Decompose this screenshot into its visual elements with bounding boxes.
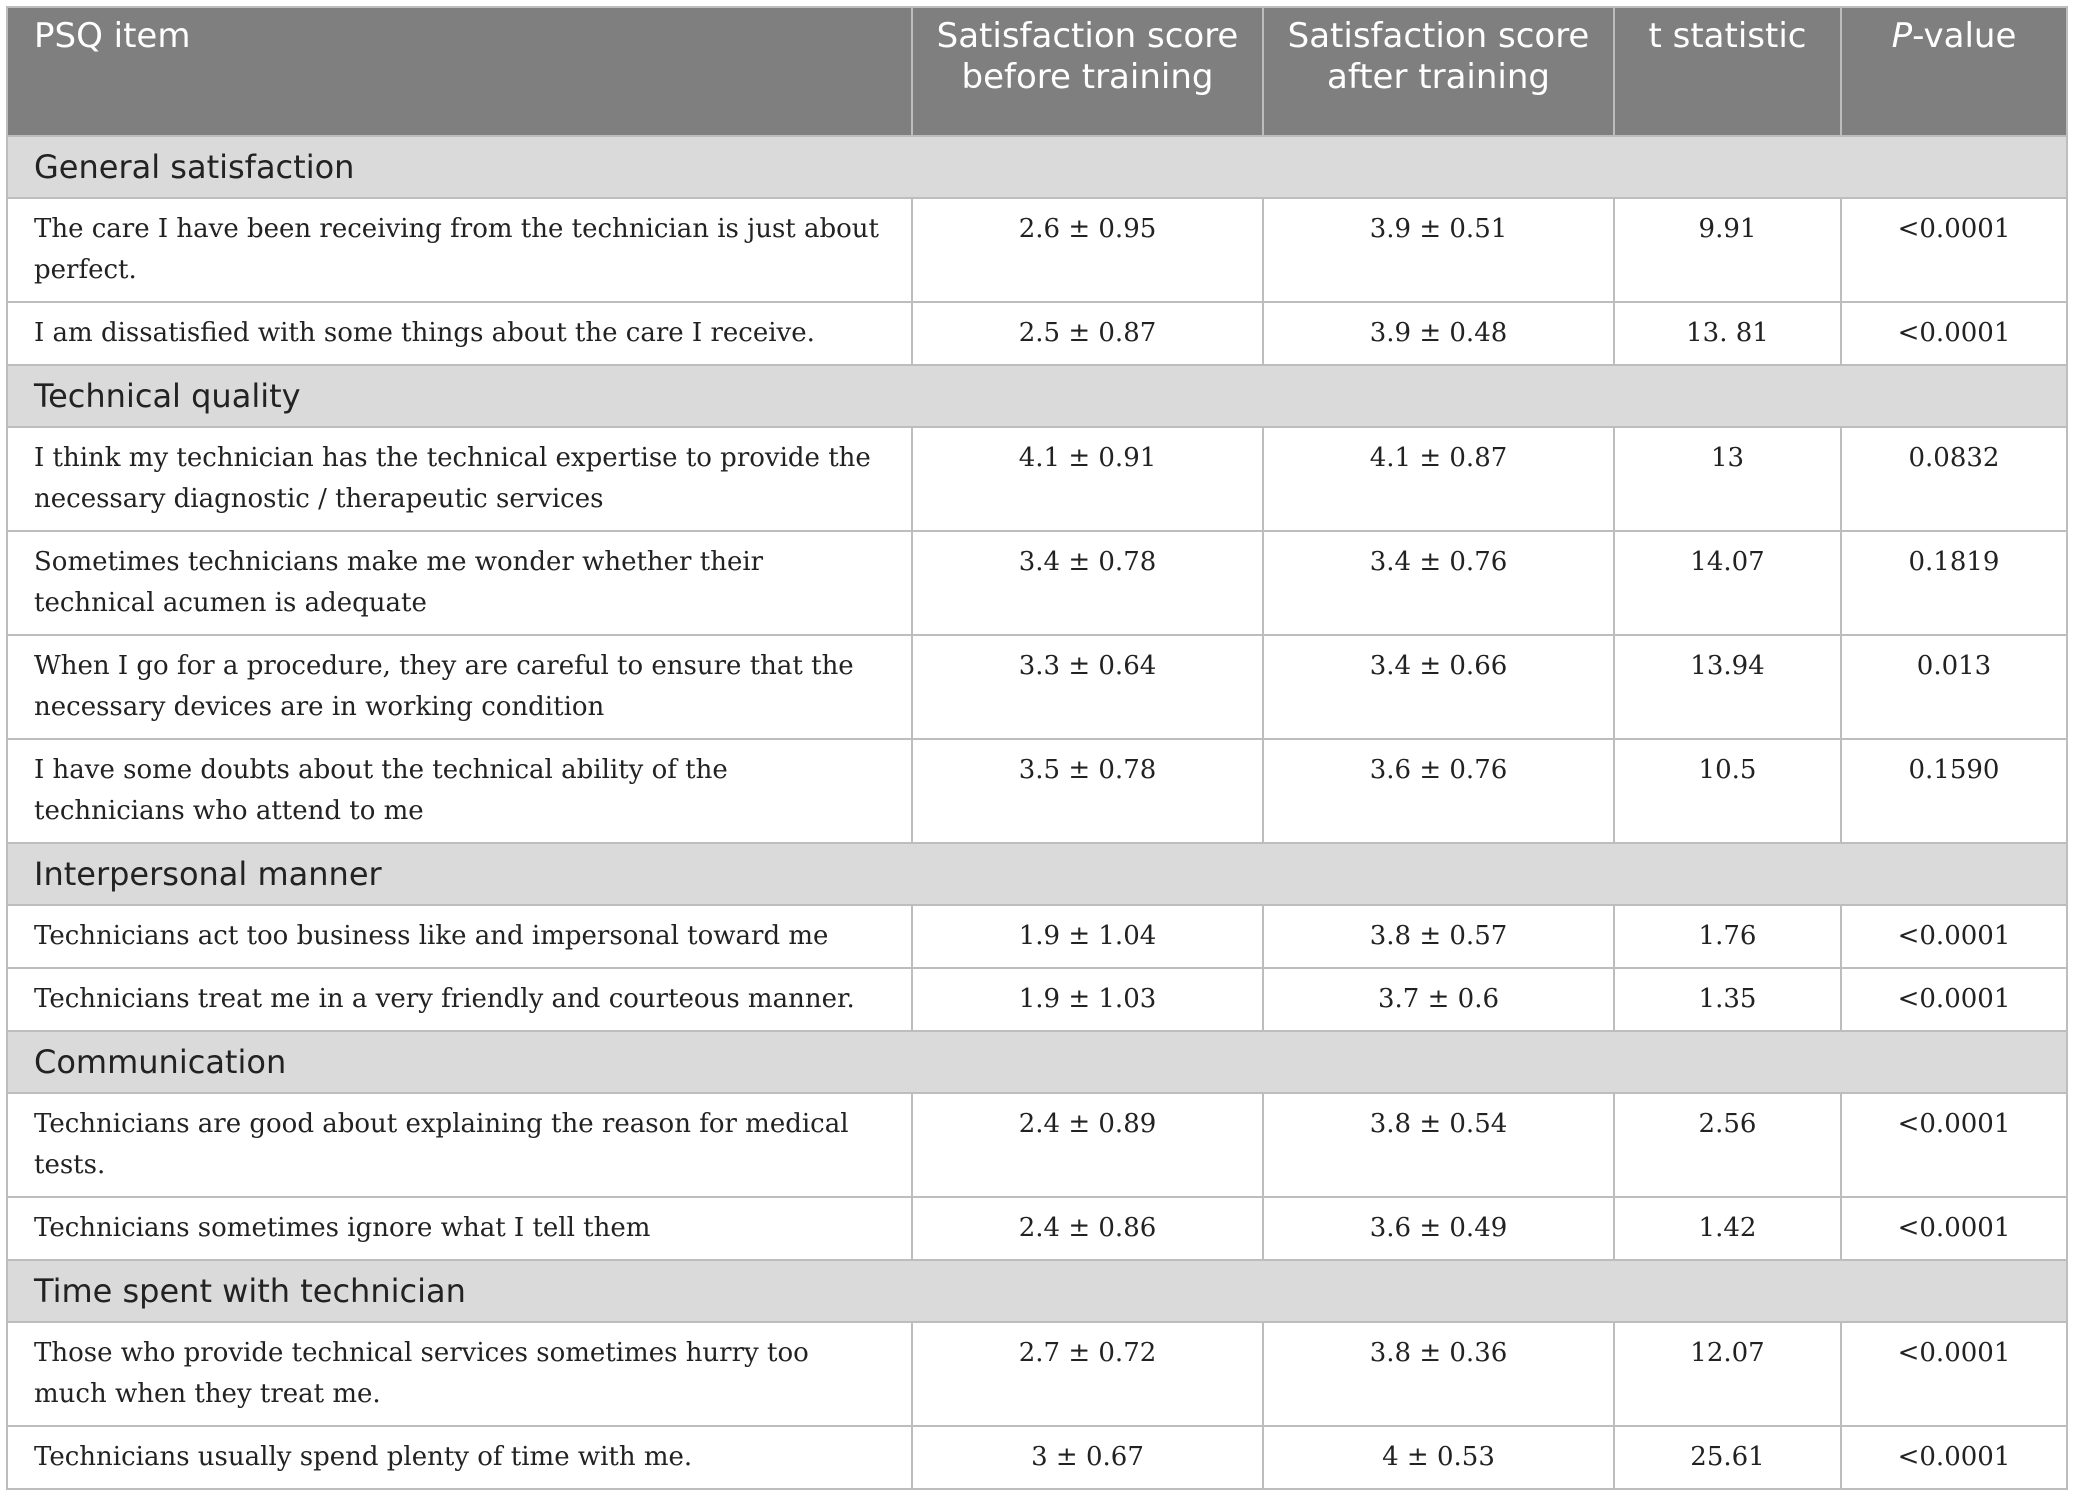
cell-after: 3.8 ± 0.36 [1263, 1322, 1614, 1426]
cell-p: 0.1819 [1841, 531, 2067, 635]
section-row-general-satisfaction [7, 136, 2067, 198]
cell-t: 14.07 [1614, 531, 1841, 635]
cell-item: When I go for a procedure, they are careful to ensure that the necessary devices are in working condition [7, 635, 912, 739]
cell-p: <0.0001 [1841, 905, 2067, 968]
table-row [7, 739, 2067, 843]
cell-before: 1.9 ± 1.03 [912, 968, 1263, 1031]
cell-after: 4 ± 0.53 [1263, 1426, 1614, 1489]
cell-item: Technicians act too business like and impersonal toward me [7, 905, 912, 968]
cell-p: <0.0001 [1841, 198, 2067, 302]
cell-after: 3.4 ± 0.76 [1263, 531, 1614, 635]
cell-p: <0.0001 [1841, 1426, 2067, 1489]
cell-t: 13 [1614, 427, 1841, 531]
cell-item: I think my technician has the technical expertise to provide the necessary diagnostic / therapeutic services [7, 427, 912, 531]
section-row-communication [7, 1031, 2067, 1093]
cell-item: Those who provide technical services sometimes hurry too much when they treat me. [7, 1322, 912, 1426]
cell-after: 3.4 ± 0.66 [1263, 635, 1614, 739]
cell-p: 0.1590 [1841, 739, 2067, 843]
cell-t: 10.5 [1614, 739, 1841, 843]
cell-t: 1.35 [1614, 968, 1841, 1031]
table-row [7, 531, 2067, 635]
cell-before: 2.5 ± 0.87 [912, 302, 1263, 365]
cell-t: 2.56 [1614, 1093, 1841, 1197]
header-row [7, 7, 2067, 136]
header-psq-item: PSQ item [7, 7, 912, 136]
cell-before: 2.6 ± 0.95 [912, 198, 1263, 302]
cell-item: Sometimes technicians make me wonder whether their technical acumen is adequate [7, 531, 912, 635]
table-row [7, 427, 2067, 531]
cell-before: 3 ± 0.67 [912, 1426, 1263, 1489]
table-row [7, 1426, 2067, 1489]
table-row [7, 302, 2067, 365]
section-row-interpersonal-manner [7, 843, 2067, 905]
cell-p: <0.0001 [1841, 1322, 2067, 1426]
cell-p: <0.0001 [1841, 968, 2067, 1031]
cell-p: <0.0001 [1841, 1197, 2067, 1260]
cell-p: 0.013 [1841, 635, 2067, 739]
cell-after: 3.6 ± 0.49 [1263, 1197, 1614, 1260]
section-title: Communication [7, 1031, 2067, 1093]
cell-before: 1.9 ± 1.04 [912, 905, 1263, 968]
cell-after: 3.8 ± 0.57 [1263, 905, 1614, 968]
table-row [7, 905, 2067, 968]
cell-item: Technicians treat me in a very friendly and courteous manner. [7, 968, 912, 1031]
cell-before: 2.4 ± 0.86 [912, 1197, 1263, 1260]
cell-after: 3.9 ± 0.51 [1263, 198, 1614, 302]
cell-t: 9.91 [1614, 198, 1841, 302]
section-title: Time spent with technician [7, 1260, 2067, 1322]
psq-table [6, 6, 2068, 1490]
cell-item: Technicians usually spend plenty of time with me. [7, 1426, 912, 1489]
header-p-value [1841, 7, 2067, 136]
table-row [7, 1197, 2067, 1260]
cell-item: I am dissatisfied with some things about the care I receive. [7, 302, 912, 365]
cell-before: 2.7 ± 0.72 [912, 1322, 1263, 1426]
psq-table-container [6, 6, 2066, 1490]
cell-before: 4.1 ± 0.91 [912, 427, 1263, 531]
cell-before: 3.4 ± 0.78 [912, 531, 1263, 635]
cell-t: 25.61 [1614, 1426, 1841, 1489]
cell-after: 3.9 ± 0.48 [1263, 302, 1614, 365]
cell-p: <0.0001 [1841, 302, 2067, 365]
header-score-before: Satisfaction score before training [912, 7, 1263, 136]
cell-after: 3.7 ± 0.6 [1263, 968, 1614, 1031]
header-score-after: Satisfaction score after training [1263, 7, 1614, 136]
cell-before: 3.3 ± 0.64 [912, 635, 1263, 739]
table-row [7, 635, 2067, 739]
table-row [7, 1093, 2067, 1197]
section-title: Technical quality [7, 365, 2067, 427]
cell-before: 2.4 ± 0.89 [912, 1093, 1263, 1197]
header-p-italic: P [1891, 16, 1913, 56]
cell-t: 1.76 [1614, 905, 1841, 968]
section-title: General satisfaction [7, 136, 2067, 198]
cell-t: 13.94 [1614, 635, 1841, 739]
header-p-rest: -value [1912, 16, 2017, 56]
cell-before: 3.5 ± 0.78 [912, 739, 1263, 843]
section-row-time-spent [7, 1260, 2067, 1322]
cell-item: Technicians sometimes ignore what I tell them [7, 1197, 912, 1260]
cell-t: 13. 81 [1614, 302, 1841, 365]
cell-item: I have some doubts about the technical ability of the technicians who attend to me [7, 739, 912, 843]
table-row [7, 1322, 2067, 1426]
cell-after: 3.8 ± 0.54 [1263, 1093, 1614, 1197]
section-row-technical-quality [7, 365, 2067, 427]
header-t-statistic: t statistic [1614, 7, 1841, 136]
cell-after: 4.1 ± 0.87 [1263, 427, 1614, 531]
cell-item: Technicians are good about explaining the reason for medical tests. [7, 1093, 912, 1197]
cell-t: 12.07 [1614, 1322, 1841, 1426]
table-row [7, 198, 2067, 302]
section-title: Interpersonal manner [7, 843, 2067, 905]
cell-after: 3.6 ± 0.76 [1263, 739, 1614, 843]
table-row [7, 968, 2067, 1031]
cell-item: The care I have been receiving from the technician is just about perfect. [7, 198, 912, 302]
cell-p: 0.0832 [1841, 427, 2067, 531]
cell-t: 1.42 [1614, 1197, 1841, 1260]
cell-p: <0.0001 [1841, 1093, 2067, 1197]
